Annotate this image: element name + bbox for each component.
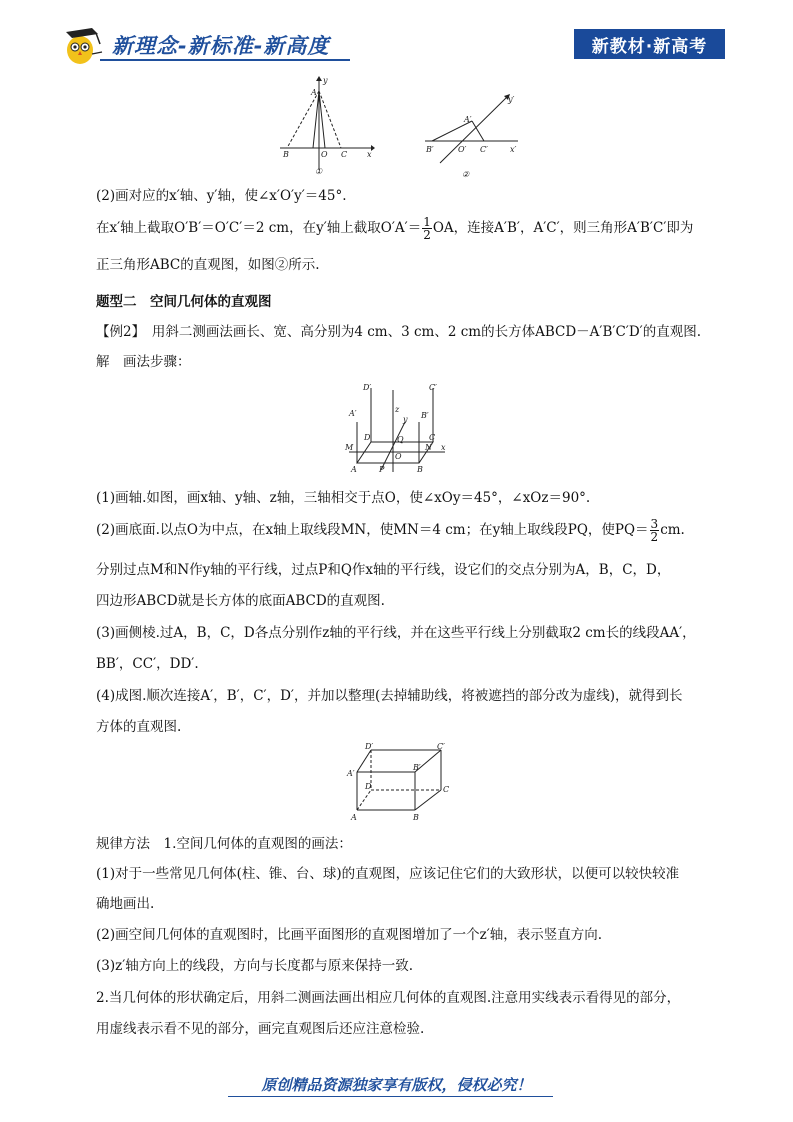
fig3-label-M: M [345, 443, 354, 452]
para-cut-a: 在x′轴上截取O′B′＝O′C′＝2 cm，在y′轴上截取O′A′＝ [96, 220, 422, 236]
example-2: 【例2】 用斜二测画法画长、宽、高分别为4 cm、3 cm、2 cm的长方体ABCD－A′B′C′D′的直观图. [96, 324, 702, 340]
fig4-label-C1: C′ [437, 742, 445, 751]
rule-4-b: 用虚线表示看不见的部分，画完直观图后还应注意检验. [96, 1021, 425, 1037]
fig4-label-C: C [443, 785, 450, 794]
step-1: (1)画轴.如图，画x轴、y轴、z轴，三轴相交于点O，使∠xOy＝45°，∠xOz＝90°. [96, 490, 591, 506]
footer-underline [228, 1096, 553, 1097]
fig1-label-y: y [323, 76, 328, 85]
step-4-b: 方体的直观图. [96, 719, 182, 735]
figure-triangle-original [275, 75, 380, 175]
fig2-label-x: x′ [510, 145, 517, 154]
fig3-label-N: N [425, 443, 432, 452]
fraction-three-halves: $\frac{3}{2}$ [650, 517, 659, 544]
para-conclusion: 正三角形ABC的直观图，如图②所示. [96, 257, 320, 273]
fig3-label-A1: A′ [349, 409, 357, 418]
fig4-label-B: B [413, 813, 419, 822]
fig4-label-D1: D′ [365, 742, 374, 751]
fig2-label-B: B′ [426, 145, 434, 154]
header-slogan: 新理念-新标准-新高度 [112, 34, 330, 58]
fig2-label-y: y′ [508, 95, 515, 104]
para-cut [96, 216, 693, 241]
step-3-a: (3)画侧棱.过A，B，C，D各点分别作z轴的平行线，并在这些平行线上分别截取2 cm长的线段AA′， [96, 625, 696, 641]
fig3-label-C: C [429, 433, 436, 442]
fig4-label-A: A [351, 813, 357, 822]
fig3-label-B1: B′ [421, 411, 429, 420]
fig2-label-A: A′ [464, 115, 472, 124]
rule-1-b: 确地画出. [96, 896, 155, 912]
rule-3: (3)z′轴方向上的线段，方向与长度都与原来保持一致. [96, 958, 414, 974]
fig1-label-O: O [321, 150, 328, 159]
figure-triangle-intuitive [420, 88, 525, 183]
figure-box [345, 742, 455, 822]
fig3-label-y: y [403, 415, 408, 424]
fig3-label-D: D [364, 433, 371, 442]
fig3-label-B: B [417, 465, 423, 474]
step-2-a: (2)画底面.以点O为中点，在x轴上取线段MN，使MN＝4 cm；在y轴上取线段PQ，使PQ＝ [96, 522, 649, 538]
step-2-b: cm. [660, 522, 685, 538]
fig3-label-O: O [395, 452, 402, 461]
footer-copyright: 原创精品资源独家享有版权，侵权必究！ [261, 1076, 532, 1094]
rule-title: 规律方法 1.空间几何体的直观图的画法： [96, 836, 352, 852]
fig3-label-x: x [441, 443, 446, 452]
fig3-label-z: z [395, 405, 400, 414]
header-badge: 新教材·新高考 [574, 29, 725, 59]
fig1-caption: ① [315, 167, 323, 175]
step-2-d: 四边形ABCD就是长方体的底面ABCD的直观图. [96, 593, 385, 609]
fig1-label-C: C [341, 150, 348, 159]
para-cut-b: OA，连接A′B′，A′C′，则三角形A′B′C′即为 [432, 220, 694, 236]
rule-2: (2)画空间几何体的直观图时，比画平面图形的直观图增加了一个z′轴，表示竖直方向. [96, 927, 603, 943]
solution-heading: 解 画法步骤： [96, 354, 191, 370]
fig3-label-C1: C′ [429, 383, 437, 392]
fig1-label-B: B [283, 150, 289, 159]
step-2 [96, 518, 685, 543]
fig1-label-A: A [311, 88, 317, 97]
step-3-b: BB′，CC′，DD′. [96, 656, 199, 672]
fig2-label-C: C′ [480, 145, 488, 154]
figure-construction [343, 380, 448, 478]
fig4-label-B1: B′ [413, 763, 421, 772]
rule-4-a: 2.当几何体的形状确定后，用斜二测画法画出相应几何体的直观图.注意用实线表示看得见的部分， [96, 990, 681, 1006]
fraction-one-half: $\frac{1}{2}$ [423, 215, 431, 242]
fig4-label-A1: A′ [347, 769, 355, 778]
fig2-label-O: O′ [458, 145, 467, 154]
fig4-label-D: D [365, 782, 372, 791]
step-4-a: (4)成图.顺次连接A′，B′，C′，D′，并加以整理(去掉辅助线，将被遮挡的部分改为虚线)，就得到长 [96, 688, 683, 704]
fig3-label-P: P [379, 465, 385, 474]
fig3-label-D1: D′ [363, 383, 372, 392]
step-2-c: 分别过点M和N作y轴的平行线，过点P和Q作x轴的平行线，设它们的交点分别为A，B，C，D， [96, 562, 671, 578]
header-underline [100, 59, 350, 61]
fig2-caption: ② [462, 170, 470, 179]
section-title: 题型二 空间几何体的直观图 [96, 294, 272, 310]
fig3-label-A: A [351, 465, 357, 474]
fig1-label-x: x [367, 150, 372, 159]
rule-1-a: (1)对于一些常见几何体(柱、锥、台、球)的直观图，应该记住它们的大致形状，以便可以较快较准 [96, 866, 680, 882]
owl-logo-icon [58, 24, 104, 66]
para-axes: (2)画对应的x′轴、y′轴，使∠x′O′y′＝45°. [96, 188, 347, 204]
fig3-label-Q: Q [397, 435, 404, 444]
